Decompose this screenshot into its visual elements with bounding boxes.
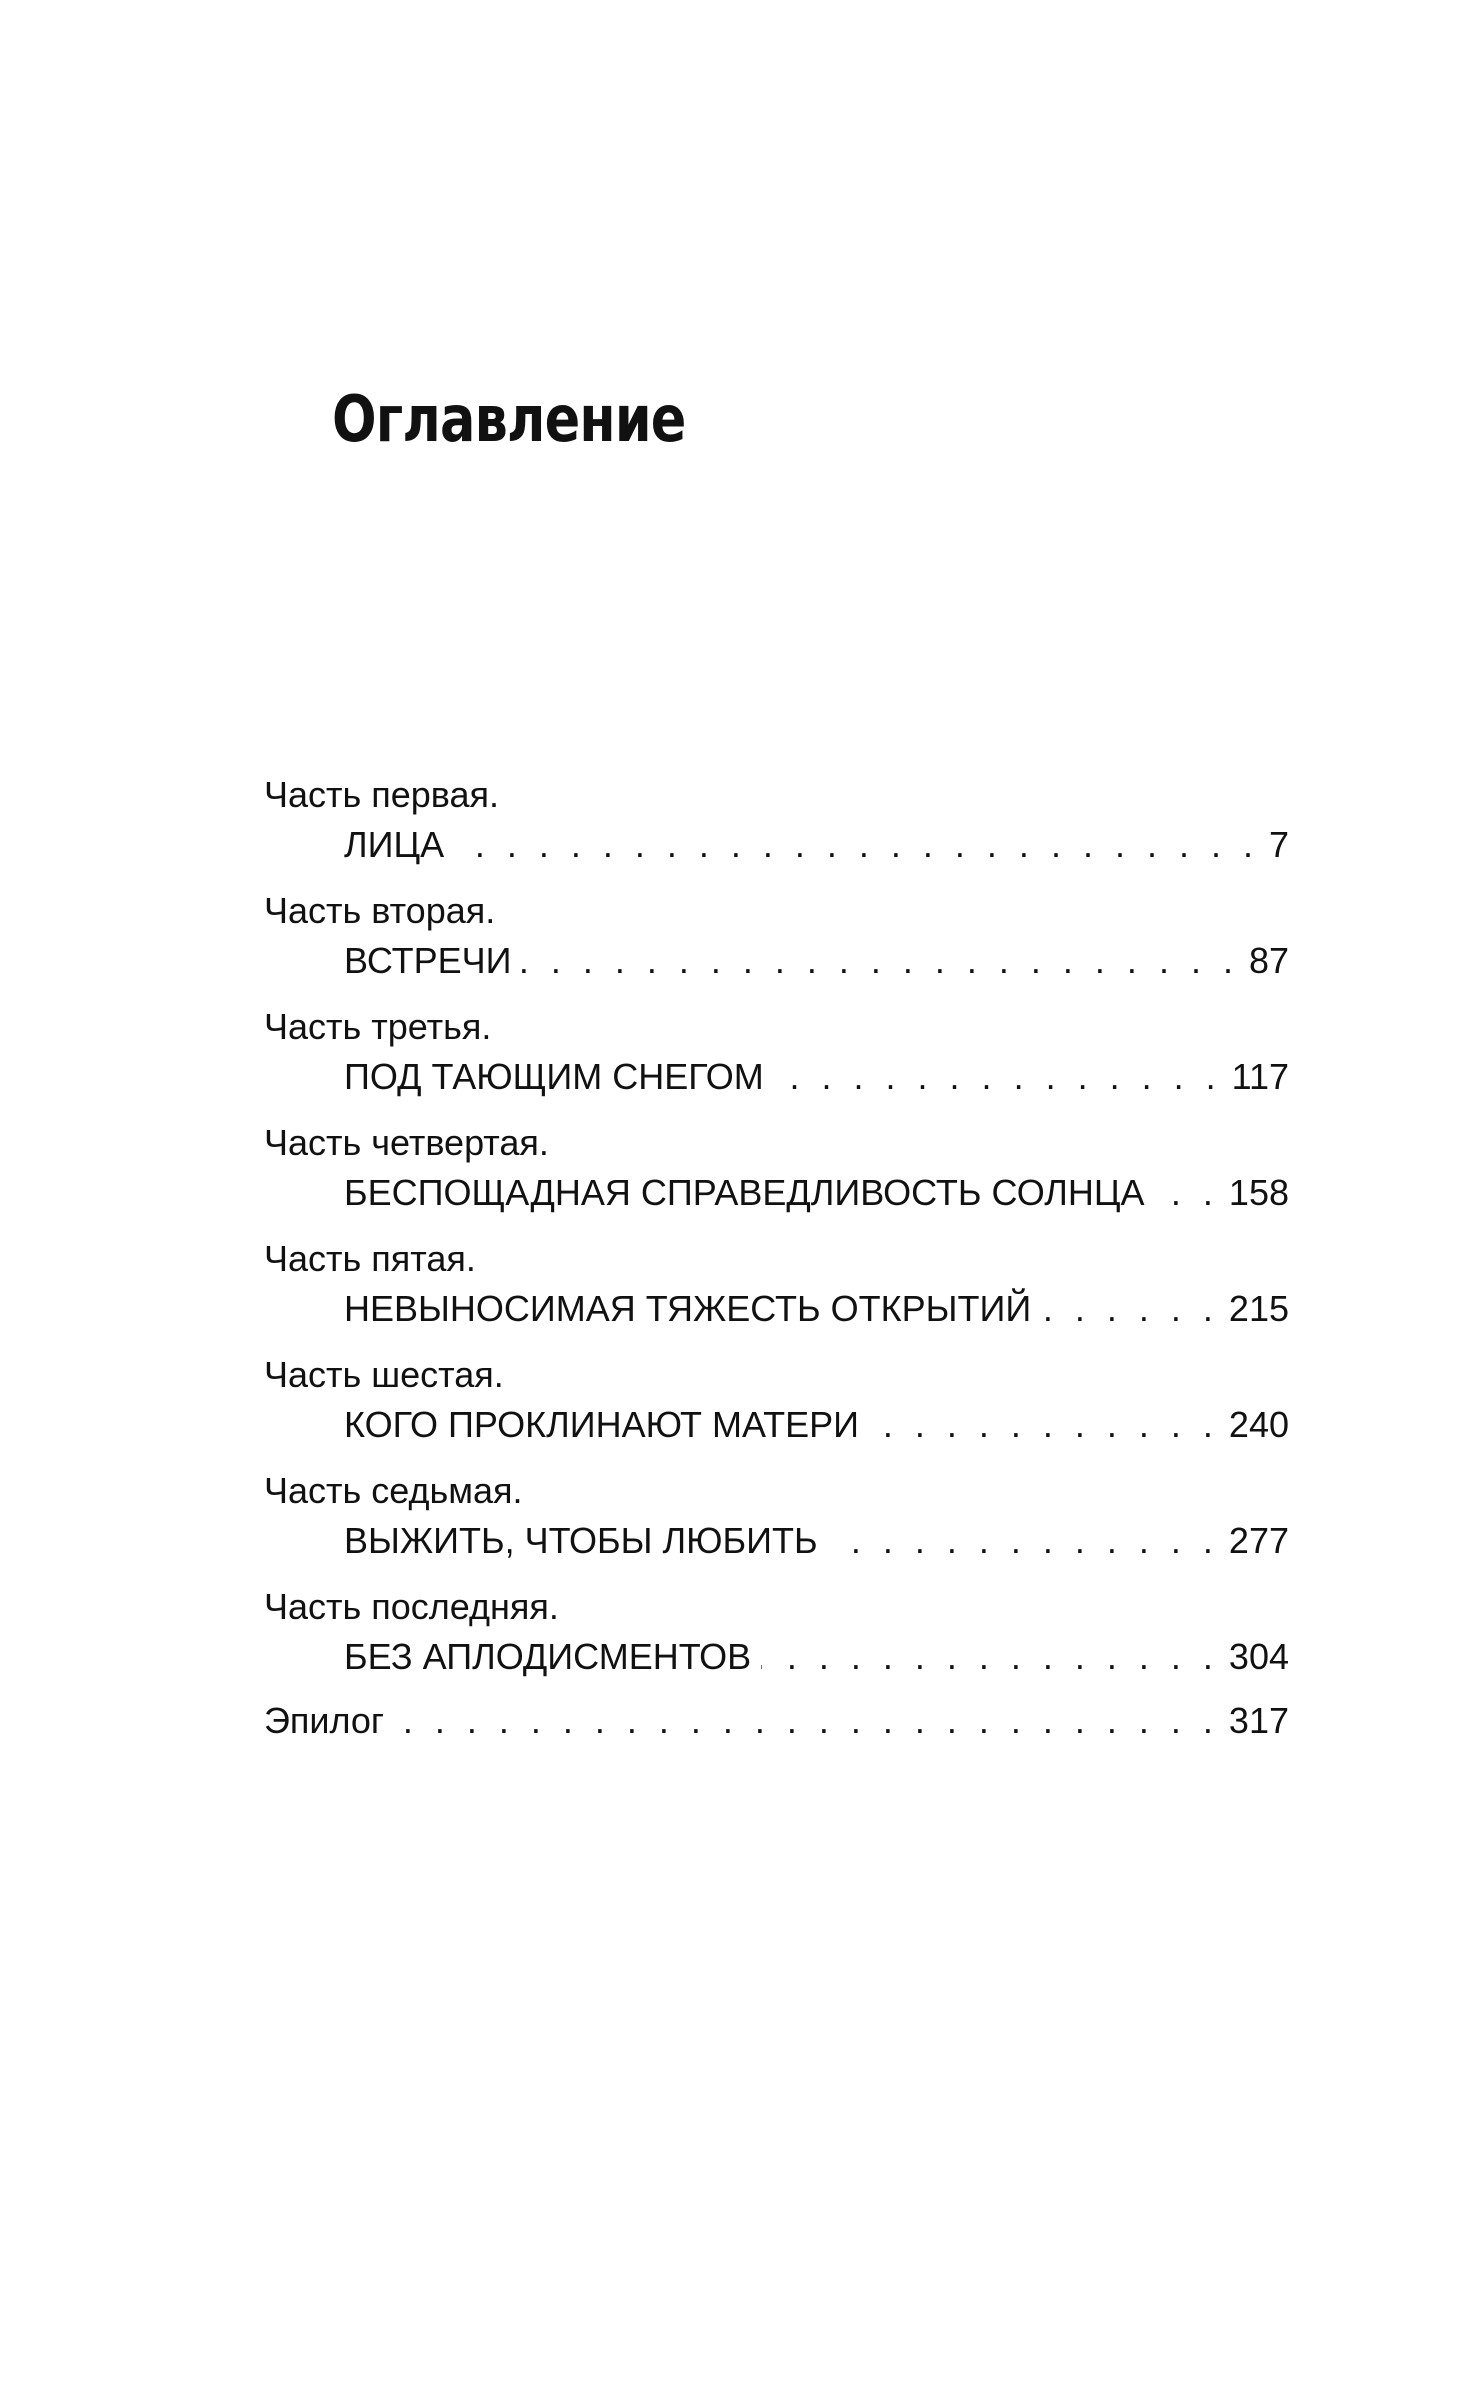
part-label: Часть последняя. — [264, 1586, 559, 1627]
page-number: 277 — [1228, 1520, 1289, 1561]
part-label: Часть первая. — [264, 774, 500, 815]
dot-leader — [522, 936, 1239, 986]
toc-entry-epilogue[interactable] — [264, 1696, 1289, 1746]
part-label: Часть третья. — [264, 1006, 492, 1047]
toc-part-6[interactable] — [264, 1350, 1289, 1450]
page-number: 158 — [1228, 1172, 1289, 1213]
toc-entry[interactable] — [264, 1168, 1289, 1218]
entry-title: КОГО ПРОКЛИНАЮТ МАТЕРИ — [344, 1404, 860, 1445]
page-number: 117 — [1231, 1056, 1289, 1097]
entry-title: Эпилог — [264, 1700, 385, 1741]
dot-leader — [454, 820, 1259, 870]
entry-title: БЕСПОЩАДНАЯ СПРАВЕДЛИВОСТЬ СОЛНЦА — [344, 1172, 1145, 1213]
entry-title: ПОД ТАЮЩИМ СНЕГОМ — [344, 1056, 764, 1097]
part-label: Часть седьмая. — [264, 1470, 523, 1511]
page-number: 7 — [1268, 824, 1289, 865]
page-title: Оглавление — [332, 383, 686, 457]
entry-title: ВСТРЕЧИ — [344, 940, 512, 981]
entry-title: БЕЗ АПЛОДИСМЕНТОВ — [344, 1636, 752, 1677]
toc-part-8[interactable] — [264, 1582, 1289, 1682]
toc-part-4[interactable] — [264, 1118, 1289, 1218]
toc-entry[interactable] — [264, 820, 1289, 870]
toc-entry[interactable] — [264, 1284, 1289, 1334]
toc-entry[interactable] — [264, 936, 1289, 986]
toc-part-3[interactable] — [264, 1002, 1289, 1102]
dot-leader — [761, 1632, 1219, 1682]
toc-part-2[interactable] — [264, 886, 1289, 986]
page-number: 215 — [1228, 1288, 1289, 1329]
part-label: Часть пятая. — [264, 1238, 476, 1279]
dot-leader — [1041, 1284, 1219, 1334]
entry-title: НЕВЫНОСИМАЯ ТЯЖЕСТЬ ОТКРЫТИЙ — [344, 1288, 1032, 1329]
toc-entry[interactable] — [264, 1400, 1289, 1450]
toc-part-5[interactable] — [264, 1234, 1289, 1334]
toc-part-1[interactable] — [264, 770, 1289, 870]
entry-title: ЛИЦА — [344, 824, 445, 865]
dot-leader — [774, 1052, 1222, 1102]
part-label: Часть шестая. — [264, 1354, 504, 1395]
dot-leader — [828, 1516, 1219, 1566]
page-number: 304 — [1228, 1636, 1289, 1677]
toc-entry[interactable] — [264, 1516, 1289, 1566]
page-number: 240 — [1228, 1404, 1289, 1445]
part-label: Часть вторая. — [264, 890, 496, 931]
toc-entry[interactable] — [264, 1632, 1289, 1682]
entry-title: ВЫЖИТЬ, ЧТОБЫ ЛЮБИТЬ — [344, 1520, 818, 1561]
dot-leader — [869, 1400, 1219, 1450]
dot-leader — [1155, 1168, 1219, 1218]
dot-leader — [394, 1696, 1219, 1746]
toc-entry[interactable] — [264, 1052, 1289, 1102]
page-number: 317 — [1228, 1700, 1289, 1741]
part-label: Часть четвертая. — [264, 1122, 549, 1163]
page-number: 87 — [1248, 940, 1289, 981]
toc-part-7[interactable] — [264, 1466, 1289, 1566]
table-of-contents — [264, 770, 1289, 1746]
